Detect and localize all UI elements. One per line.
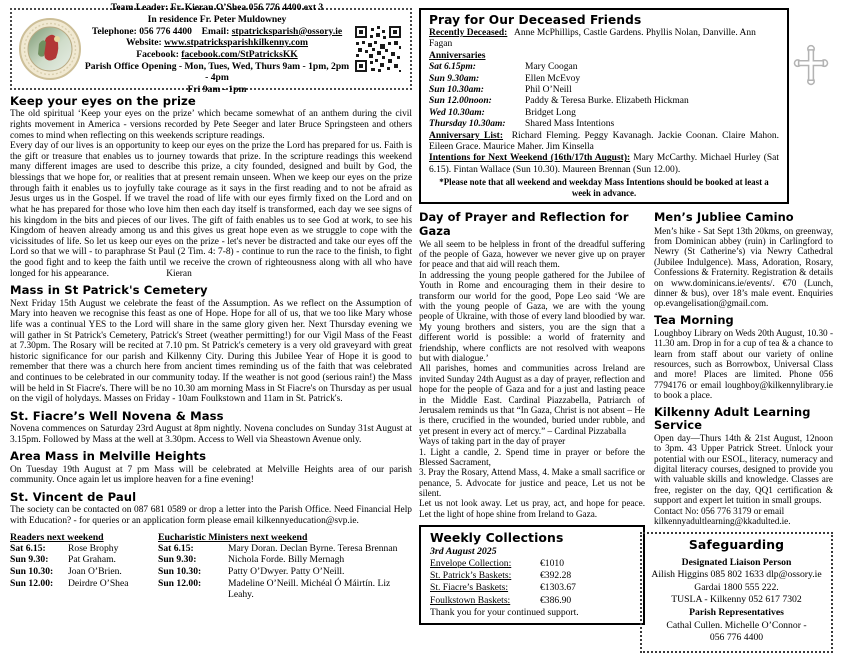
office-hours-line2: Fri 9am - 1pm (187, 84, 247, 96)
collections-date: 3rd August 2025 (430, 545, 497, 557)
roster-time: Sun 10.30: (158, 566, 202, 578)
parish-crest-icon (19, 18, 81, 80)
section-title-svp: St. Vincent de Paul (10, 490, 137, 505)
section-title-tea: Tea Morning (654, 312, 734, 327)
safeguarding-box (640, 532, 833, 653)
middle-column (419, 208, 645, 619)
collections-thanks: Thank you for your continued support. (430, 607, 579, 619)
website-line (83, 37, 351, 49)
roster-row (10, 543, 158, 555)
anniversary-row (429, 74, 779, 85)
prize-paragraph-2 (10, 141, 412, 279)
email-link[interactable]: stpatricksparish@ossory.ie (231, 25, 343, 37)
dlp-contact: Ailish Higgins 085 802 1633 dlp@ossory.ie (651, 569, 822, 581)
weekly-collections-box (419, 525, 645, 625)
roster-names: Patty O’Dwyer. Patty O’Neill. (228, 566, 345, 578)
parish-header-box (10, 2, 412, 96)
anniversary-time: Sun 12.00noon: (429, 96, 492, 107)
right-column (419, 8, 833, 644)
anniversary-list-names: Richard Fleming. Peggy Kavanagh. Jackie Coonan. Claire Mahon. Eileen Grace. Maurice Maher. Jim Kinsella (429, 130, 780, 152)
roster-time: Sun 10.30: (10, 566, 54, 578)
section-title-prize: Keep your eyes on the prize (10, 94, 196, 108)
anniversary-names: Ellen McEvoy (525, 73, 581, 84)
anniversary-row (429, 108, 779, 119)
anniversary-row (429, 85, 779, 96)
anniversary-row (429, 96, 779, 107)
team-leader-line: Team Leader: Fr. Kieran O’Shea 056 776 4400 ext 3 (110, 2, 324, 14)
collection-amount: €1010 (540, 557, 564, 569)
bottom-columns (419, 208, 833, 644)
gardai-contact: Gardai 1800 555 222. (694, 581, 779, 593)
safeguarding-title: Safeguarding (688, 537, 785, 553)
qr-code-icon (354, 25, 402, 73)
reps-phone: 056 776 4400 (709, 632, 764, 644)
anniversary-time: Wed 10.30am: (429, 107, 485, 118)
prize-paragraph-1: The old spiritual ‘Keep your eyes on the prize’ which became somewhat of an anthem during the civil rights movement in America - versions recorded by Pete Seeger and later Bruce Springsteen and others comes to mind when reflecting on this weekends scripture readings. (10, 109, 412, 141)
far-right-column (651, 208, 833, 644)
anniversary-list-line (429, 131, 779, 154)
section-title-adult-learning: Kilkenny Adult Learning Service (654, 404, 811, 432)
parish-contact-info (83, 2, 351, 96)
gaza-ways-title: Ways of taking part in the day of prayer (419, 436, 566, 447)
roster-names: Pat Graham. (68, 554, 116, 566)
roster-time: Sun 12.00: (10, 577, 54, 589)
roster-row (10, 554, 158, 566)
website-link[interactable]: www.stpatricksparishkilkenny.com (164, 37, 309, 49)
anniversary-list-label: Anniversary List: (429, 130, 504, 141)
anniversary-names: Paddy & Teresa Burke. Elizabeth Hickman (525, 96, 689, 107)
adult-learning-paragraph: Open day—Thurs 14th & 21st August, 12noon to 3pm. 43 Upper Patrick Street. Unlock your potential with our ESOL, literacy, numeracy and digital literacy courses, designed to provide you with valuable skills and knowledge. Classes are free, register on the day, QQ1 certification & support and expert let tuition in small groups. (654, 432, 833, 506)
roster-names: Rose Brophy (68, 542, 119, 554)
gaza-ways-1: 1. Light a candle, 2. Spend time in prayer or before the Blessed Sacrament, (419, 446, 645, 467)
booking-note: *Please note that all weekend and weekday Mass Intentions should be booked at least a week in advance. (439, 177, 769, 198)
anniversary-time: Sat 6.15pm: (429, 62, 476, 73)
section-title-melville: Area Mass in Melville Heights (10, 449, 207, 464)
deceased-box (419, 8, 789, 204)
roster-names: Joan O’Brien. (68, 566, 122, 578)
readers-list (10, 532, 158, 602)
memorial-cross-icon (792, 44, 830, 88)
recently-deceased-names: Anne McPhillips, Castle Gardens. Phyllis Nolan, Danville. Ann Fagan (429, 28, 756, 50)
rosters (10, 532, 412, 602)
collection-row (430, 558, 634, 570)
readers-title: Readers next weekend (10, 531, 104, 543)
facebook-link[interactable]: facebook.com/StPatricksKK (181, 49, 298, 60)
collection-label: St. Patrick’s Baskets: (430, 569, 512, 581)
svp-paragraph: The society can be contacted on 087 681 0589 or drop a letter into the Parish Office. Need Financial Help with Education? - for queries or an application form please email kilkennyeducation@svp.ie. (10, 505, 412, 527)
prize-paragraph-2-text: Every day of our lives is an opportunity to keep our eyes on the prize the Lord has prepared for us. Faith is the gift or treasure that enables us to journey towards that prize. In the scripture readings this weekend many different images are used to describe this prize, a city founded, designed and built by God, the blessings that we hope for, or realities that at present remain unseen. When we keep our eyes on the prize through faith it enables us to joyfully take courage as it says in the first reading and to not be afraid as Jesus urges us in the Gospel. If we travel the road of life with our eyes firmly fixed on the Lord and on what he has prepared for those who love him then each day itself is transformed, each day we see signs of his kingdom in the bits and pieces of our lives. The gift of faith enables us to see God at work, to see his Kingdom of heaven already among us and this gives us great hope even as we struggle to cope with the vicissitudes of life. So let us keep our eyes on the prize - let's never be distracted and take our eyes off the Lord so that we will - to paraphrase St Paul (2 Tim. 4: 7-8) - continue to run the race to the finish, to fight the good fight and to keep the faith until we receive the crown of righteousness along with all who have longed for his appearance. (10, 141, 412, 279)
roster-names: Deirdre O’Shea (68, 577, 129, 589)
dlp-label: Designated Liaison Person (681, 556, 792, 568)
anniversary-time: Thursday 10.30am: (429, 119, 506, 130)
intentions-label: Intentions for Next Weekend (16th/17th August): (429, 153, 631, 164)
section-title-gaza: Day of Prayer and Reflection for Gaza (419, 210, 629, 238)
melville-paragraph: On Tuesday 19th August at 7 pm Mass will be celebrated at Melville Heights area of our parish community. Once again let us implore heaven for a fine evening! (10, 464, 412, 486)
roster-time: Sun 9.30: (158, 554, 197, 566)
roster-names: Nichola Forde. Billy Mernagh (228, 554, 345, 566)
roster-row (10, 566, 158, 578)
reps-label: Parish Representatives (689, 607, 784, 618)
qr-code (351, 25, 405, 73)
gaza-paragraph-1: We all seem to be helpless in front of the dreadful suffering of the people of Gaza, however we never give up on prayer for peace and that aid will reach them. (419, 238, 645, 270)
reps-names: Cathal Cullen. Michelle O’Connor - (666, 619, 807, 631)
anniversary-names: Phil O’Neill (525, 84, 572, 95)
adult-learning-contact: Contact No: 056 776 3179 or email kilkennyadultlearning@kkadulted.ie. (654, 505, 791, 526)
roster-row (158, 543, 412, 555)
gaza-closing: Let us not look away. Let us pray, act, and hope for peace. Let the light of hope shine from Ireland to Gaza. (419, 498, 645, 519)
anniversary-time: Sun 9.30am: (429, 73, 480, 84)
ministers-title: Eucharistic Ministers next weekend (158, 531, 308, 543)
facebook-line (83, 49, 351, 61)
roster-row (158, 566, 412, 578)
deceased-title: Pray for Our Deceased Friends (429, 13, 642, 27)
novena-paragraph: Novena commences on Saturday 23rd August at 8pm nightly. Novena concludes on Sunday 31st August at 3.15pm. Followed by Mass at the well at 3.30pm. Access to Well via Sheastown Avenue only. (10, 424, 412, 445)
section-title-camino: Men’s Jubliee Camino (654, 210, 794, 225)
left-column (10, 2, 412, 601)
collection-label: Envelope Collection: (430, 557, 512, 569)
anniversary-row (429, 119, 779, 130)
anniversary-names: Mary Coogan (525, 62, 578, 73)
collection-amount: €1303.67 (540, 582, 576, 594)
anniversary-names: Shared Mass Intentions (525, 119, 615, 130)
collection-label: St. Fiacre’s Baskets: (430, 582, 509, 594)
facebook-label: Facebook: (136, 49, 179, 60)
anniversary-names: Bridget Long (525, 107, 576, 118)
gaza-paragraph-3: All parishes, homes and communities across Ireland are invited Sunday 24th August as a day of prayer, reflection and hope for the people of Gaza and for a just and lasting peace in the Middle East. Cardinal Piazzabella, Patriarch of Jerusalem reminds us that “In Gaza, Christ is not absent – He is there, crucified in the wounded, buried under rubble, and yet present in every act of mercy.” – Cardinal Pizzaballa (419, 363, 645, 436)
anniversary-row (429, 62, 779, 73)
collection-row (430, 582, 634, 594)
parish-logo (17, 18, 83, 80)
roster-time: Sat 6.15: (10, 542, 46, 554)
collection-amount: €392.28 (540, 569, 572, 581)
residence-line: In residence Fr. Peter Muldowney (147, 13, 287, 25)
gaza-ways-2: 3. Pray the Rosary, Attend Mass, 4. Make a small sacrifice or penance, 5. Advocate for justice and peace, Let us not be silent. (419, 467, 645, 499)
cross-column (789, 8, 833, 204)
collection-row (430, 570, 634, 582)
collection-label: Foulkstown Baskets: (430, 594, 511, 606)
recently-deceased-label: Recently Deceased: (429, 28, 508, 39)
cemetery-paragraph: Next Friday 15th August we celebrate the feast of the Assumption. As we reflect on the Assumption of Mary into heaven we recognise this feast as one of Hope. Hope for all of us, that we too like Mary whose life was a continual YES to the Lord will share in the same glory given her. Next Thursday evening we will gather in St Patrick's Cemetery, Patrick's Street (weather permitting!) for our Vigil Mass of the Feast at 7.30pm. The Rosary will be recited at 7.10 pm. St Patrick's cemetery is a very old graveyard with great historic significance for our parish and Kilkenny City. During this Jubilee Year of Hope it is good to remember that there was a church here from ancient times reminding us of the faith that was celebrated and continues to be celebrated in our community today. If the weather is not good (serious rain!) the Mass will be held in St Fiacre's. There will be no 10.30 am morning Mass in St Fiacre's on Thursday as per usual on the vigil of holydays. Masses on Friday - 10am Foulkstown and 11am in St. Patrick's. (10, 298, 412, 405)
roster-names: Mary Doran. Declan Byrne. Teresa Brennan (228, 542, 398, 554)
collections-title: Weekly Collections (430, 530, 564, 546)
intentions-names: Mary McCarthy. Michael Hurley (Sat 6.15). Fintan Wallace (Sun 10.30). Maureen Brennan (Sun 12.00). (429, 153, 780, 175)
telephone-text: Telephone: 056 776 4400 (91, 25, 192, 37)
prize-signature: Kieran (166, 268, 192, 279)
roster-row (158, 554, 412, 566)
roster-names: Madeline O’Neill. Michéal Ó Máirtín. Liz Leahy. (228, 577, 391, 601)
recently-deceased-line (429, 28, 779, 51)
tusla-contact: TUSLA - Kilkenny 052 617 7302 (671, 594, 802, 606)
section-title-novena: St. Fiacre’s Well Novena & Mass (10, 408, 224, 423)
section-title-cemetery: Mass in St Patrick's Cemetery (10, 283, 208, 298)
camino-paragraph: Men’s hike - Sat Sept 13th 20kms, on greenway, from Dominican abbey (ruin) in Carlingford to Newry (St Catherine’s) via Newry Cathedral (Jubilee Indulgence). Mass, Adoration, Rosary, Confessions & Fraternity. Registration & details on www.dominicans.ie/events/. €70 (Lunch, dinner & bus), over 18’s male event. Enquiries op.evangelisation@gmail.com. (654, 225, 833, 309)
roster-time: Sun 9.30: (10, 554, 49, 566)
tea-paragraph: Loughboy Library on Weds 20th August, 10.30 - 11.30 am. Drop in for a cup of tea & a chance to learn from staff about our variety of online resources, such as Borrowbox, Universal Class and more! Places are limited. Phone 056 7794176 or email loughboy@kilkennylibrary.ie to book a place. (654, 327, 833, 401)
ministers-list (158, 532, 412, 602)
roster-row (158, 578, 412, 601)
collection-row (430, 595, 634, 607)
phone-email-line (83, 26, 351, 38)
deceased-row (419, 8, 833, 204)
collection-amount: €386.90 (540, 594, 572, 606)
intentions-line (429, 153, 779, 176)
gaza-paragraph-2: In addressing the young people gathered for the Jubilee of Youth in Rome and encouraging them in their desire to transform our world for the good, Pope Leo said ‘We are with the young people of Gaza, we are with the young people of Ukraine, with those of every land bloodied by war. My young brothers and sisters, you are the sign that a different world is possible: a world of fraternity and friendship, where conflicts are not resolved with weapons but with dialogue.’ (419, 269, 645, 363)
office-hours-line: Parish Office Opening - Mon, Tues, Wed, Thurs 9am - 1pm, 2pm - 4pm (84, 60, 350, 84)
roster-row (10, 578, 158, 590)
roster-time: Sat 6.15: (158, 542, 194, 554)
website-label: Website: (125, 37, 162, 49)
roster-time: Sun 12.00: (158, 577, 202, 589)
email-label: Email: (201, 25, 230, 37)
anniversary-time: Sun 10.30am: (429, 84, 484, 95)
anniversaries-label: Anniversaries (429, 50, 486, 61)
